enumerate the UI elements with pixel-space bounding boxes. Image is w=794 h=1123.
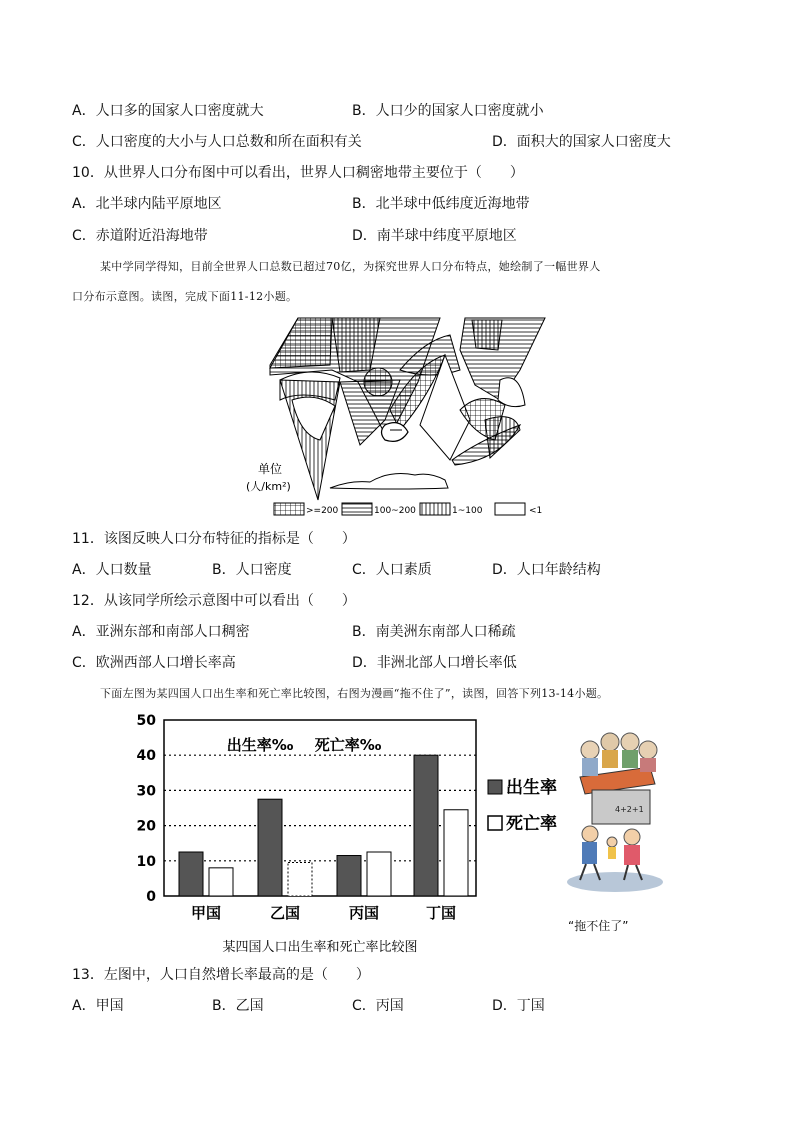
y-tick-label: 20 — [136, 818, 156, 835]
q13-option-d: D．丁国 — [492, 998, 545, 1014]
legend-label-empty: <1 — [529, 506, 543, 516]
q9-option-c: C．人口密度的大小与人口总数和所在面积有关 — [72, 134, 362, 150]
y-tick-label: 10 — [136, 853, 156, 870]
q9-option-d: D．面积大的国家人口密度大 — [492, 134, 671, 150]
cartoon-image — [560, 722, 670, 897]
legend-swatch-medium — [342, 503, 372, 515]
intro-11-12-line1: 某中学同学得知，目前全世界人口总数已超过70亿，为探究世界人口分布特点，她绘制了一幅世界人 — [100, 260, 601, 273]
bar-death-rate — [444, 810, 468, 896]
bar-death-rate — [209, 868, 233, 896]
chart-title: 某四国人口出生率和死亡率比较图 — [222, 940, 418, 955]
map-unit-sub: (人/km²) — [246, 480, 291, 493]
bar-birth-rate — [337, 856, 361, 896]
q10-option-c: C．赤道附近沿海地带 — [72, 228, 208, 244]
legend-swatch-birth — [488, 780, 502, 794]
q12-option-d: D．非洲北部人口增长率低 — [352, 655, 517, 671]
q13-option-c: C．丙国 — [352, 998, 404, 1014]
world-population-map — [240, 310, 560, 520]
bar-birth-rate — [179, 852, 203, 896]
bar-birth-rate — [414, 755, 438, 896]
q13-option-b: B．乙国 — [212, 998, 264, 1014]
antarctica-shape — [330, 474, 448, 489]
q10-option-a: A．北半球内陆平原地区 — [72, 196, 222, 212]
bar-birth-rate — [258, 799, 282, 896]
y-tick-label: 0 — [146, 889, 156, 905]
q12-option-b: B．南美洲东南部人口稀疏 — [352, 624, 516, 640]
header-label-birth: 出生率‰ — [226, 736, 294, 754]
q13-option-a: A．甲国 — [72, 998, 124, 1014]
q12-option-a: A．亚洲东部和南部人口稠密 — [72, 624, 250, 640]
legend-label-birth: 出生率 — [506, 778, 557, 798]
y-tick-label: 40 — [136, 748, 156, 765]
y-tick-label: 50 — [136, 713, 156, 729]
legend-swatch-empty — [495, 503, 525, 515]
legend-swatch-death — [488, 816, 502, 830]
bar-death-rate — [367, 852, 391, 896]
q10-option-b: B．北半球中低纬度近海地带 — [352, 196, 530, 212]
q13-stem: 13．左图中，人口自然增长率最高的是（ ） — [72, 967, 370, 983]
legend-swatch-sparse — [420, 503, 450, 515]
y-tick-label: 30 — [136, 783, 156, 800]
legend-label-dense: >=200 — [306, 506, 339, 516]
legend-label-medium: 100~200 — [374, 506, 416, 516]
bar-death-rate — [288, 863, 312, 896]
q9-option-b: B．人口少的国家人口密度就小 — [352, 103, 544, 119]
q11-option-b: B．人口密度 — [212, 562, 292, 578]
q10-stem: 10．从世界人口分布图中可以看出，世界人口稠密地带主要位于（ ） — [72, 165, 524, 181]
q11-option-c: C．人口素质 — [352, 562, 432, 578]
intro-11-12-line2: 口分布示意图。读图，完成下面11-12小题。 — [72, 290, 298, 303]
q11-stem: 11．该图反映人口分布特征的指标是（ ） — [72, 531, 356, 547]
cartoon-house-text: 4+2+1 — [615, 805, 644, 814]
intro-13-14: 下面左图为某四国人口出生率和死亡率比较图，右图为漫画“拖不住了”，读图，回答下列13-14小题。 — [100, 687, 609, 700]
header-label-death: 死亡率‰ — [314, 736, 382, 754]
q10-option-d: D．南半球中纬度平原地区 — [352, 228, 517, 244]
x-category-label: 甲国 — [190, 904, 222, 922]
q12-option-c: C．欧洲西部人口增长率高 — [72, 655, 236, 671]
birth-death-rate-chart — [130, 708, 570, 958]
cartoon-caption: “拖不住了” — [568, 919, 629, 933]
q9-option-a: A．人口多的国家人口密度就大 — [72, 103, 264, 119]
legend-label-death: 死亡率 — [506, 814, 557, 834]
x-category-label: 丙国 — [348, 904, 380, 922]
q11-option-d: D．人口年龄结构 — [492, 562, 601, 578]
legend-swatch-dense — [274, 503, 304, 515]
x-category-label: 丁国 — [425, 904, 457, 922]
q12-stem: 12．从该同学所绘示意图中可以看出（ ） — [72, 593, 356, 609]
x-category-label: 乙国 — [269, 904, 301, 922]
q11-option-a: A．人口数量 — [72, 562, 152, 578]
map-unit-label: 单位 — [258, 462, 283, 476]
legend-label-sparse: 1~100 — [452, 506, 483, 516]
